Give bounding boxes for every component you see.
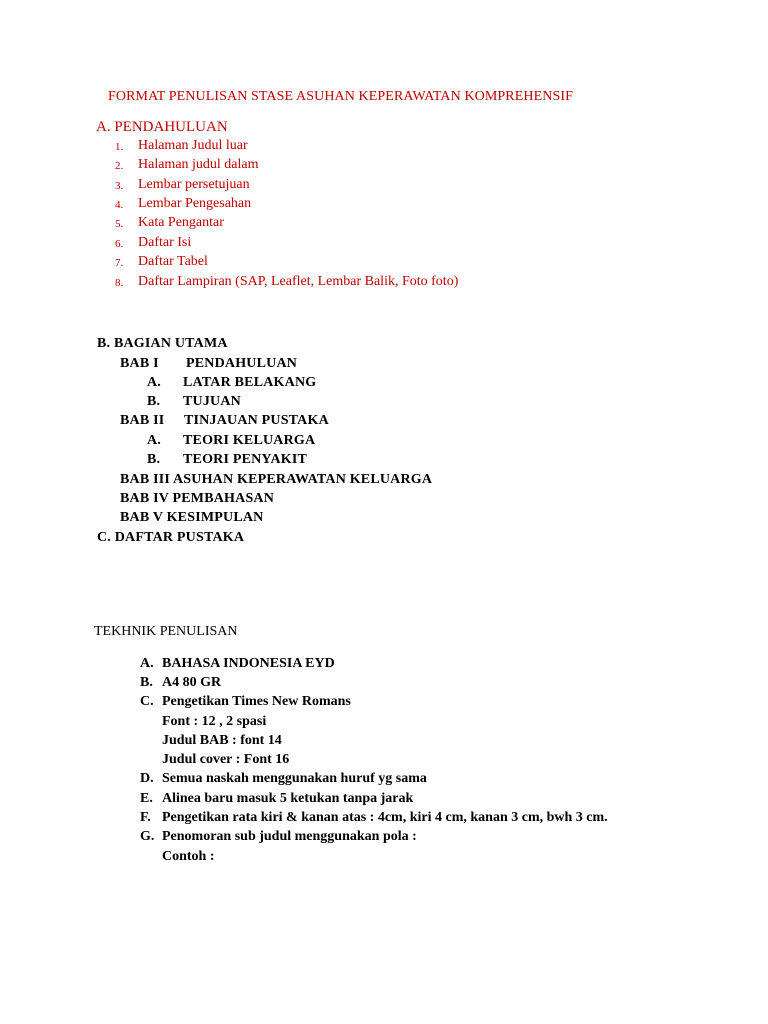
sub-item: TUJUAN bbox=[183, 394, 241, 409]
sub-item: TEORI PENYAKIT bbox=[183, 452, 308, 467]
section-a-heading: A. PENDAHULUAN bbox=[96, 119, 228, 135]
sub-item-letter: B. bbox=[147, 394, 161, 409]
list-item: Halaman Judul luar bbox=[138, 138, 248, 153]
sub-item-letter: A. bbox=[147, 375, 162, 390]
section-b-heading: B. BAGIAN UTAMA bbox=[97, 336, 228, 351]
bab-1-label: BAB I bbox=[120, 356, 159, 371]
list-item: BAHASA INDONESIA EYD bbox=[162, 656, 335, 671]
list-item-letter: D. bbox=[140, 771, 154, 786]
list-item-number: 2. bbox=[115, 160, 124, 172]
list-item-letter: G. bbox=[140, 829, 155, 844]
bab-2-title: TINJAUAN PUSTAKA bbox=[184, 413, 329, 428]
list-item-letter: F. bbox=[140, 810, 151, 825]
list-item: Pengetikan Times New Romans bbox=[162, 694, 351, 709]
bab-5: BAB V KESIMPULAN bbox=[120, 510, 264, 525]
list-item-letter: A. bbox=[140, 656, 154, 671]
list-item: Daftar Isi bbox=[138, 235, 192, 250]
list-item-number: 5. bbox=[115, 218, 124, 230]
list-item: Font : 12 , 2 spasi bbox=[162, 714, 267, 729]
section-c-heading: C. DAFTAR PUSTAKA bbox=[97, 530, 245, 545]
list-item: Judul cover : Font 16 bbox=[162, 752, 290, 767]
list-item-number: 1. bbox=[115, 141, 124, 153]
document-title: FORMAT PENULISAN STASE ASUHAN KEPERAWATAN KOMPREHENSIF bbox=[108, 89, 574, 104]
list-item: Semua naskah menggunakan huruf yg sama bbox=[162, 771, 427, 786]
sub-item: LATAR BELAKANG bbox=[183, 375, 317, 390]
list-item-letter: C. bbox=[140, 694, 154, 709]
list-item-number: 4. bbox=[115, 199, 124, 211]
list-item-letter: B. bbox=[140, 675, 153, 690]
list-item-letter: E. bbox=[140, 791, 153, 806]
list-item: Daftar Lampiran (SAP, Leaflet, Lembar Balik, Foto foto) bbox=[138, 274, 459, 289]
bab-1-title: PENDAHULUAN bbox=[186, 356, 298, 371]
list-item: Lembar Pengesahan bbox=[138, 196, 252, 211]
list-item-number: 6. bbox=[115, 238, 124, 250]
list-item: Contoh : bbox=[162, 849, 215, 864]
sub-item-letter: B. bbox=[147, 452, 161, 467]
tekhnik-heading: TEKHNIK PENULISAN bbox=[94, 624, 238, 639]
list-item: Lembar persetujuan bbox=[138, 177, 250, 192]
sub-item: TEORI KELUARGA bbox=[183, 433, 316, 448]
list-item: Penomoran sub judul menggunakan pola : bbox=[162, 829, 417, 844]
list-item: Pengetikan rata kiri & kanan atas : 4cm, kiri 4 cm, kanan 3 cm, bwh 3 cm. bbox=[162, 810, 608, 825]
list-item-number: 7. bbox=[115, 257, 124, 269]
bab-2-label: BAB II bbox=[120, 413, 165, 428]
list-item: Kata Pengantar bbox=[138, 215, 224, 230]
sub-item-letter: A. bbox=[147, 433, 162, 448]
list-item-number: 8. bbox=[115, 277, 124, 289]
list-item-number: 3. bbox=[115, 180, 124, 192]
list-item: Judul BAB : font 14 bbox=[162, 733, 282, 748]
list-item: A4 80 GR bbox=[162, 675, 222, 690]
bab-3: BAB III ASUHAN KEPERAWATAN KELUARGA bbox=[120, 472, 433, 487]
list-item: Halaman judul dalam bbox=[138, 157, 259, 172]
list-item: Alinea baru masuk 5 ketukan tanpa jarak bbox=[162, 791, 414, 806]
bab-4: BAB IV PEMBAHASAN bbox=[120, 491, 275, 506]
list-item: Daftar Tabel bbox=[138, 254, 208, 269]
